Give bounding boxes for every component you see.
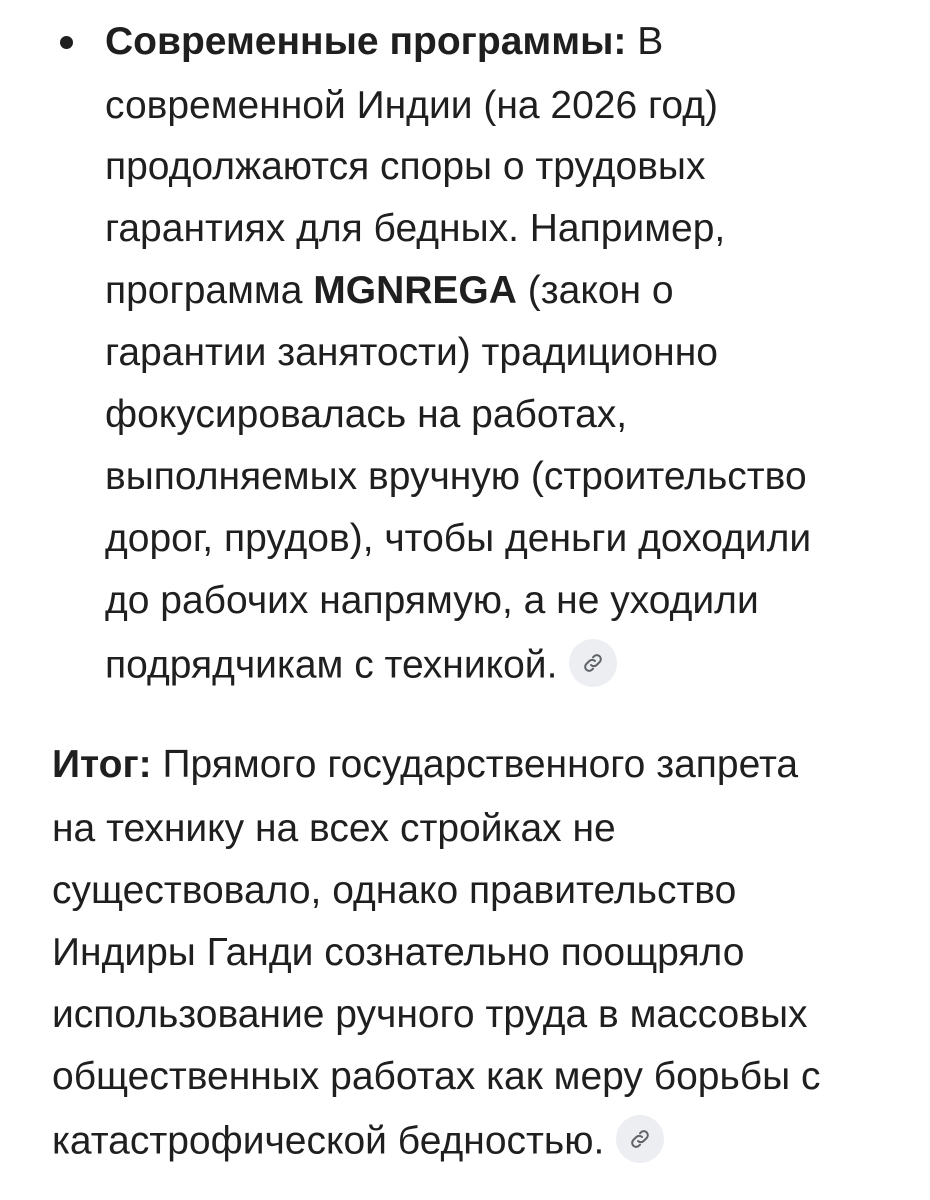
bullet-text-line: подрядчикам с техникой.	[105, 643, 558, 687]
summary-text-line: общественных работах как меру борьбы с	[52, 1055, 821, 1098]
bullet-text-line: современной Индии (на 2026 год)	[105, 84, 718, 127]
bullet-text-line: гарантии занятости) традиционно	[105, 331, 718, 374]
link-icon	[628, 1127, 652, 1151]
link-icon	[581, 651, 605, 675]
bullet-text-line: выполняемых вручную (строительство	[105, 455, 807, 498]
summary-heading: Итог:	[52, 743, 152, 786]
bullet-text-line: программа	[105, 269, 303, 312]
summary-text-line: на технику на всех стройках не	[52, 807, 616, 850]
bullet-text-line: фокусировалась на работах,	[105, 393, 628, 436]
bullet-text-line: продолжаются споры о трудовых	[105, 145, 706, 188]
summary-text-line: катастрофической бедностью.	[52, 1119, 605, 1163]
bullet-text-line: гарантиях для бедных. Например,	[105, 207, 726, 250]
source-link-button[interactable]	[569, 639, 617, 687]
program-name: MGNREGA	[313, 269, 517, 312]
bullet-heading: Современные программы:	[105, 20, 627, 63]
summary-text-line: существовало, однако правительство	[52, 869, 737, 912]
bullet-dot-icon	[60, 36, 73, 49]
summary-text-line: Прямого государственного запрета	[162, 743, 799, 786]
summary-text-line: Индиры Ганди сознательно поощряло	[52, 931, 745, 974]
bullet-text-line: до рабочих напрямую, а не уходили	[105, 579, 759, 622]
summary-text-line: использование ручного труда в массовых	[52, 993, 808, 1036]
bullet-text-line: (закон о	[527, 269, 674, 312]
bullet-text-line: В	[637, 20, 664, 63]
bullet-text-line: дорог, прудов), чтобы деньги доходили	[105, 517, 812, 560]
source-link-button[interactable]	[616, 1115, 664, 1163]
